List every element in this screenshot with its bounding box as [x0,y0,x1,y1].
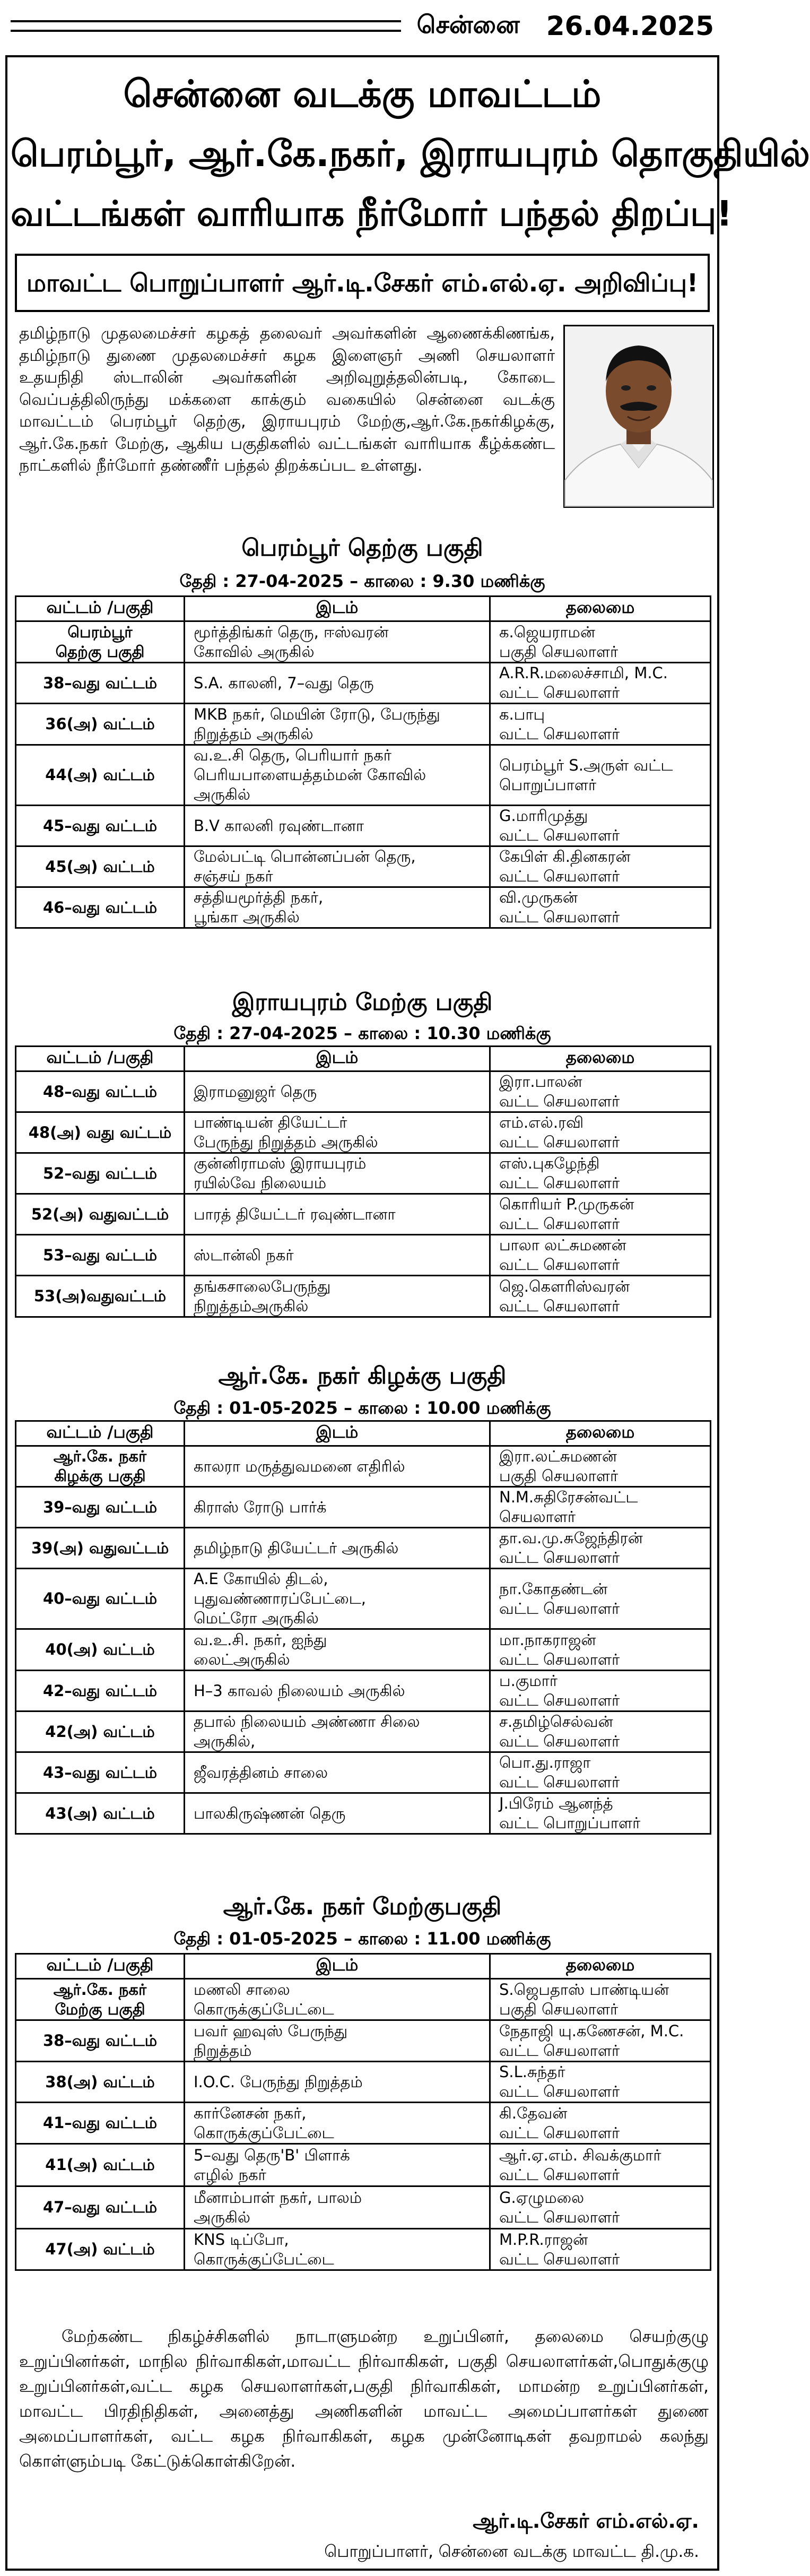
table-row [16,745,711,806]
cell-line: வட்ட செயலாளர் [499,2208,620,2226]
column-header-ward: வட்டம் /பகுதி [16,1421,185,1446]
cell-line: கேபிள் கி.தினகரன் [499,848,631,866]
cell-leader [490,1752,711,1793]
cell-line: பகுதி செயலாளர் [499,642,619,661]
cell-line: 48–வது வட்டம் [42,1082,158,1101]
cell-leader [490,1528,711,1569]
cell-ward [16,1671,185,1711]
cell-leader [490,1711,711,1752]
table-row [16,2020,711,2062]
cell-line: S.L.சுந்தர் [499,2063,565,2081]
cell-line: MKB நகர், மெயின் ரோடு, பேருந்து [194,705,440,723]
cell-place [185,2062,490,2103]
cell-line: 41(அ) வட்டம் [45,2156,155,2174]
schedule-table [15,595,711,929]
cell-line: 52(அ) வதுவட்டம் [31,1205,169,1223]
cell-leader [490,1979,711,2020]
cell-ward [16,1071,185,1112]
cell-line: பகுதி செயலாளர் [499,1467,619,1485]
cell-line: க.பாபு [499,705,545,723]
table-row [16,1276,711,1317]
cell-line: வட்ட செயலாளர் [499,908,620,926]
cell-line: வி.முருகன் [499,888,578,906]
cell-ward [16,1711,185,1752]
cell-line: கொருக்குப்பேட்டை [194,2000,334,2018]
cell-line: லைட்அருகில் [194,1650,290,1669]
cell-ward [16,2186,185,2229]
cell-line: 38–வது வட்டம் [42,2032,158,2050]
cell-line: பாரத் தியேட்டர் ரவுண்டானா [194,1205,396,1223]
cell-line: மேல்பட்டி பொன்னப்பன் தெரு, [194,848,416,866]
cell-line: தங்கசாலைபேருந்து [194,1277,331,1295]
table-row [16,2103,711,2144]
table-header-row [16,1421,711,1446]
cell-line: 43–வது வட்டம் [42,1763,158,1782]
cell-line: தமிழ்நாடு தியேட்டர் அருகில் [194,1538,399,1557]
column-header-place: இடம் [185,1047,490,1071]
cell-line: வட்ட செயலாளர் [499,2082,620,2100]
cell-line: அருகில் [194,785,250,803]
cell-line: கொரியர் P.முருகன் [499,1195,634,1213]
cell-line: பெரியபாளையத்தம்மன் கோவில் [194,766,426,784]
section-title: ஆர்.கே. நகர் கிழக்கு பகுதி [218,1362,507,1389]
cell-line: காலரா மருத்துவமனை எதிரில் [194,1457,405,1475]
cell-line: செயலாளர் [499,1508,576,1526]
cell-leader [490,1112,711,1153]
announcement-notice: மாவட்ட பொறுப்பாளர் ஆர்.டி.சேகர் எம்.எல்.ஏ. அறிவிப்பு! [15,254,710,312]
cell-line: கிழக்கு பகுதி [54,1467,146,1485]
cell-line: கொருக்குப்பேட்டை [194,2250,334,2268]
cell-line: A.E கோயில் திடல், [194,1570,328,1588]
cell-ward [16,1194,185,1235]
portrait-photo-icon [563,325,714,508]
cell-place [185,2144,490,2186]
cell-place [185,745,490,806]
cell-leader [490,663,711,704]
section-date: தேதி : 01-05-2025 – காலை : 10.00 மணிக்கு [173,1398,551,1418]
cell-place [185,663,490,704]
cell-line: அருகில், [194,1732,256,1750]
cell-line: 42–வது வட்டம் [42,1681,158,1700]
cell-ward [16,1235,185,1276]
cell-line: கிராஸ் ரோடு பார்க் [194,1498,327,1516]
cell-line: ஆர்.கே. நகர் [53,1980,147,1999]
cell-place [185,2186,490,2229]
schedule-table [15,1953,711,2271]
cell-line: 46–வது வட்டம் [42,898,158,917]
cell-ward [16,1446,185,1487]
table-row [16,1671,711,1711]
table-row [16,621,711,663]
cell-line: வட்ட செயலாளர் [499,1599,620,1618]
table-row [16,1194,711,1235]
cell-line: 53–வது வட்டம் [42,1246,158,1264]
cell-line: வட்ட செயலாளர் [499,2250,620,2268]
signature-name: ஆர்.டி.சேகர் எம்.எல்.ஏ. [473,2509,699,2532]
cell-leader [490,806,711,846]
section-title: இராயபுரம் மேற்கு பகுதி [232,989,493,1016]
cell-line: 40(அ) வட்டம் [45,1640,155,1658]
cell-line: S.ஜெபதாஸ் பாண்டியன் [499,1980,669,1999]
cell-line: இராமனுஜர் தெரு [194,1082,317,1101]
cell-line: கோவில் அருகில் [194,642,315,661]
column-header-leader: தலைமை [490,597,711,621]
cell-line: வட்ட செயலாளர் [499,1092,620,1110]
table-header-row [16,1047,711,1071]
cell-leader [490,2020,711,2062]
table-row [16,1528,711,1569]
cell-place [185,1711,490,1752]
cell-line: பாண்டியன் தியேட்டர் [194,1113,347,1131]
cell-place [185,806,490,846]
cell-ward [16,2144,185,2186]
cell-line: N.M.சுதிரேசன்வட்ட [499,1488,638,1506]
cell-line: ஆர்.ஏ.எம். சிவக்குமார் [499,2146,661,2164]
headline-district: சென்னை வடக்கு மாவட்டம் [123,72,602,116]
cell-line: 40–வது வட்டம் [42,1589,158,1607]
schedule-table [15,1045,711,1318]
section-date: தேதி : 01-05-2025 – காலை : 11.00 மணிக்கு [173,1929,551,1949]
cell-line: மா.நாகராஜன் [499,1630,596,1649]
section-date: தேதி : 27-04-2025 – காலை : 9.30 மணிக்கு [179,571,545,591]
cell-place [185,1446,490,1487]
cell-leader [490,1446,711,1487]
cell-line: 38(அ) வட்டம் [45,2072,155,2091]
cell-line: அருகில் [194,2208,250,2226]
cell-line: 38–வது வட்டம் [42,673,158,692]
cell-ward [16,1528,185,1569]
cell-line: G.மாரிமுத்து [499,807,588,825]
cell-ward [16,1979,185,2020]
cell-line: நா.கோதண்டன் [499,1579,608,1598]
table-row [16,1979,711,2020]
cell-line: 45(அ) வட்டம் [45,857,155,876]
table-row [16,1487,711,1528]
cell-ward [16,1276,185,1317]
column-header-place: இடம் [185,597,490,621]
cell-line: வட்ட செயலாளர் [499,2165,620,2184]
cell-leader [490,1671,711,1711]
cell-leader [490,2062,711,2103]
column-header-ward: வட்டம் /பகுதி [16,1954,185,1979]
cell-line: மெட்ரோ அருகில் [194,1609,319,1627]
cell-ward [16,663,185,704]
cell-line: வட்ட செயலாளர் [499,826,620,844]
cell-place [185,1194,490,1235]
column-header-ward: வட்டம் /பகுதி [16,1047,185,1071]
cell-line: எழில் நகர் [194,2165,266,2184]
section-date: தேதி : 27-04-2025 – காலை : 10.30 மணிக்கு [173,1023,551,1043]
cell-line: தபால் நிலையம் அண்ணா சிலை [194,1713,420,1731]
cell-line: J.பிரேம் ஆனந்த் [499,1794,613,1812]
column-header-leader: தலைமை [490,1047,711,1071]
cell-line: 41–வது வட்டம் [42,2114,158,2132]
cell-ward [16,887,185,928]
cell-leader [490,1235,711,1276]
cell-line: ச.தமிழ்செல்வன் [499,1713,613,1731]
cell-line: KNS டிப்போ, [194,2230,289,2249]
table-row [16,1569,711,1629]
table-row [16,1793,711,1834]
cell-place [185,1569,490,1629]
cell-line: A.R.R.மலைச்சாமி, M.C. [499,664,668,682]
cell-place [185,2020,490,2062]
cell-leader [490,1194,711,1235]
cell-ward [16,1793,185,1834]
cell-line: தெற்கு பகுதி [55,642,145,661]
cell-ward [16,745,185,806]
cell-line: 36(அ) வட்டம் [45,715,155,733]
cell-line: வட்ட செயலாளர் [499,1215,620,1233]
cell-line: வட்ட செயலாளர் [499,1133,620,1151]
headline-opening: வட்டங்கள் வாரியாக நீர்மோர் பந்தல் திறப்பு! [11,193,733,234]
cell-place [185,1235,490,1276]
cell-line: எஸ்.புகழேந்தி [499,1154,600,1172]
portrait-photo-icon-svg [565,326,712,506]
cell-line: வட்ட செயலாளர் [499,1650,620,1669]
cell-line: இரா.பாலன் [499,1073,582,1091]
cell-place [185,1671,490,1711]
cell-line: பவர் ஹவுஸ் பேருந்து [194,2021,348,2040]
cell-line: வட்ட செயலாளர் [499,1691,620,1709]
cell-ward [16,2229,185,2270]
table-row [16,1112,711,1153]
cell-line: S.A. காலனி, 7–வது தெரு [194,673,374,692]
table-row [16,2144,711,2186]
cell-ward [16,621,185,663]
column-header-leader: தலைமை [490,1954,711,1979]
signature-title: பொறுப்பாளர், சென்னை வடக்கு மாவட்ட தி.மு.க. [324,2542,699,2561]
table-header-row [16,1954,711,1979]
footer-paragraph: மேற்கண்ட நிகழ்ச்சிகளில் நாடாளுமன்ற உறுப்பினர், தலைமை செயற்குழு உறுப்பினர்கள், மாநில நிர்வாகிகள்,மாவட்ட நிர்வாகிகள், பகுதி செயலாளர்கள்,பொதுக்குழு உறுப்பினர்கள்,வட்ட கழக செயலாளர்கள்,பகுதி நிர்வாகிகள், மாமன்ற உறுப்பினர்கள், மாவட்ட பிரதிநிதிகள், அனைத்து அணிகளின் மாவட்ட அமைப்பாளர்கள் துணை அமைப்பாளர்கள், வட்ட கழக நிர்வாகிகள், கழக முன்னோடிகள் தவறாமல் கலந்து கொள்ளும்படி கேட்டுக்கொள்கிறேன். [19,2327,709,2471]
table-row [16,1446,711,1487]
table-row [16,1752,711,1793]
cell-place [185,1629,490,1671]
cell-line: நிறுத்தம் [194,2041,252,2060]
cell-line: ப.குமார் [499,1672,558,1690]
cell-line: வட்ட செயலாளர் [499,1174,620,1192]
cell-place [185,1276,490,1317]
cell-line: 48(அ) வது வட்டம் [28,1123,172,1142]
cell-line: வ.உ.சி தெரு, பெரியார் நகர் [194,746,391,764]
cell-place [185,1528,490,1569]
cell-leader [490,745,711,806]
cell-ward [16,1629,185,1671]
cell-place [185,1752,490,1793]
cell-leader [490,1071,711,1112]
cell-line: கி.தேவன் [499,2104,568,2122]
cell-line: நிறுத்தம் அருகில் [194,724,313,743]
cell-line: சஞ்சய் நகர் [194,867,273,885]
cell-leader [490,2144,711,2186]
cell-place [185,1979,490,2020]
table-row [16,1235,711,1276]
cell-leader [490,621,711,663]
cell-ward [16,1752,185,1793]
cell-place [185,887,490,928]
cell-line: பெரம்பூர் [67,623,133,641]
cell-line: குன்னிராமஸ் இராயபுரம் [194,1154,367,1172]
cell-line: இரா.லட்சுமணன் [499,1447,617,1465]
cell-place [185,1153,490,1194]
cell-place [185,704,490,745]
headline-constituencies: பெரம்பூர், ஆர்.கே.நகர், இராயபுரம் தொகுதியில் [11,133,810,175]
cell-ward [16,704,185,745]
cell-leader [490,2186,711,2229]
cell-line: புதுவண்ணாரப்பேட்டை, [194,1589,366,1607]
cell-line: நிறுத்தம்அருகில் [194,1296,309,1315]
cell-line: வட்ட பொறுப்பாளர் [499,1814,641,1832]
cell-line: ஸ்டான்லி நகர் [194,1246,294,1264]
table-row [16,1153,711,1194]
cell-line: மேற்கு பகுதி [55,2000,145,2018]
cell-ward [16,846,185,887]
cell-line: 53(அ)வதுவட்டம் [33,1287,167,1305]
cell-line: வ.உ.சி. நகர், ஐந்து [194,1630,327,1649]
cell-line: பாலகிருஷ்ணன் தெரு [194,1804,346,1822]
cell-place [185,1793,490,1834]
cell-line: ஆர்.கே. நகர் [53,1447,147,1465]
table-row [16,2229,711,2270]
cell-leader [490,1276,711,1317]
table-row [16,846,711,887]
cell-line: கொருக்குப்பேட்டை [194,2123,334,2142]
cell-leader [490,1153,711,1194]
cell-line: 42(அ) வட்டம் [45,1722,155,1741]
cell-ward [16,1112,185,1153]
cell-line: 47(அ) வட்டம் [45,2240,155,2258]
cell-line: வட்ட செயலாளர் [499,867,620,885]
cell-line: M.P.R.ராஜன் [499,2230,588,2249]
table-row [16,1711,711,1752]
cell-leader [490,1569,711,1629]
cell-line: 47–வது வட்டம் [42,2198,158,2216]
cell-ward [16,1487,185,1528]
column-header-place: இடம் [185,1421,490,1446]
cell-line: 45–வது வட்டம் [42,816,158,835]
column-header-leader: தலைமை [490,1421,711,1446]
table-row [16,806,711,846]
cell-ward [16,2062,185,2103]
cell-line: நேதாஜி யு.கணேசன், M.C. [499,2021,684,2040]
cell-leader [490,887,711,928]
cell-line: பகுதி செயலாளர் [499,2000,619,2018]
table-row [16,1629,711,1671]
table-row [16,663,711,704]
masthead-rule [11,20,401,32]
cell-place [185,2103,490,2144]
section-title: ஆர்.கே. நகர் மேற்குபகுதி [223,1893,502,1920]
cell-line: H–3 காவல் நிலையம் அருகில் [194,1681,405,1700]
cell-line: பேருந்து நிறுத்தம் அருகில் [194,1133,378,1151]
masthead-strip [0,0,725,52]
cell-line: மணலி சாலை [194,1980,290,1999]
masthead-date: 26.04.2025 [546,11,714,41]
cell-line: வட்ட செயலாளர் [499,2041,620,2060]
cell-line: கார்னேசன் நகர், [194,2104,307,2122]
cell-line: வட்ட செயலாளர் [499,1549,620,1567]
table-row [16,2186,711,2229]
cell-place [185,1071,490,1112]
cell-leader [490,846,711,887]
cell-line: வட்ட செயலாளர் [499,1773,620,1791]
cell-line: வட்ட செயலாளர் [499,1296,620,1315]
schedule-table [15,1420,711,1835]
column-header-place: இடம் [185,1954,490,1979]
cell-line: வட்ட செயலாளர் [499,724,620,743]
cell-line: சத்தியமூர்த்தி நகர், [194,888,324,906]
section-title: பெரம்பூர் தெற்கு பகுதி [241,534,483,561]
table-row [16,704,711,745]
cell-line: வட்ட செயலாளர் [499,2123,620,2142]
cell-line: வட்ட செயலாளர் [499,1732,620,1750]
cell-ward [16,2103,185,2144]
table-row [16,1071,711,1112]
cell-line: B.V காலனி ரவுண்டானா [194,816,364,835]
cell-line: 39(அ) வதுவட்டம் [31,1538,169,1557]
cell-place [185,2229,490,2270]
cell-line: ஜீவரத்தினம் சாலை [194,1763,328,1782]
cell-place [185,1112,490,1153]
cell-place [185,1487,490,1528]
table-header-row [16,597,711,621]
cell-ward [16,806,185,846]
cell-leader [490,2103,711,2144]
cell-ward [16,1569,185,1629]
cell-line: பொ.து.ராஜா [499,1753,591,1771]
table-row [16,887,711,928]
cell-leader [490,704,711,745]
cell-line: 44(அ) வட்டம் [45,766,155,784]
cell-line: மீனாம்பாள் நகர், பாலம் [194,2188,362,2207]
cell-place [185,621,490,663]
cell-line: பூங்கா அருகில் [194,908,300,926]
cell-line: G.ஏழுமலை [499,2188,585,2207]
cell-line: பொறுப்பாளர் [499,775,597,794]
cell-line: தா.வ.மு.சுஜேந்திரன் [499,1529,643,1547]
masthead-city: சென்னை [416,10,520,39]
cell-line: வட்ட செயலாளர் [499,684,620,702]
cell-leader [490,1487,711,1528]
cell-line: 43(அ) வட்டம் [45,1804,155,1822]
cell-line: பெரம்பூர் S.அருள் வட்ட [499,756,673,774]
cell-line: எம்.எல்.ரவி [499,1113,584,1131]
intro-paragraph: தமிழ்நாடு முதலமைச்சர் கழகத் தலைவர் அவர்களின் ஆணைக்கிணங்க, தமிழ்நாடு துணை முதலமைச்சர் கழக இளைஞர் அணி செயலாளர் உதயநிதி ஸ்டாலின் அவர்களின் அறிவுறுத்தலின்படி, கோடை வெப்பத்திலிருந்து மக்களை காக்கும் வகையில் சென்னை வடக்கு மாவட்டம் பெரம்பூர் தெற்கு, இராயபுரம் மேற்கு,ஆர்.கே.நகர்கிழக்கு, ஆர்.கே.நகர் மேற்கு, ஆகிய பகுதிகளில் வட்டங்கள் வாரியாக கீழ்க்கண்ட நாட்களில் நீர்மோர் தண்ணீர் பந்தல் திறக்கப்பட உள்ளது. [19,324,555,475]
cell-line: மூர்த்திங்கர் தெரு, ஈஸ்வரன் [194,623,389,641]
cell-leader [490,1793,711,1834]
cell-line: 52–வது வட்டம் [42,1164,158,1182]
cell-line: I.O.C. பேருந்து நிறுத்தம் [194,2072,363,2091]
cell-line: 39–வது வட்டம் [42,1498,158,1516]
cell-line: பாலா லட்சுமணன் [499,1236,626,1254]
cell-leader [490,1629,711,1671]
column-header-ward: வட்டம் /பகுதி [16,597,185,621]
cell-ward [16,1153,185,1194]
cell-place [185,846,490,887]
table-row [16,2062,711,2103]
cell-line: வட்ட செயலாளர் [499,1256,620,1274]
cell-line: 5–வது தெரு'B' பிளாக் [194,2146,350,2164]
cell-leader [490,2229,711,2270]
cell-ward [16,2020,185,2062]
cell-line: க.ஜெயராமன் [499,623,595,641]
cell-line: ரயில்வே நிலையம் [194,1174,327,1192]
cell-line: ஜெ.கௌரிஸ்வரன் [499,1277,630,1295]
